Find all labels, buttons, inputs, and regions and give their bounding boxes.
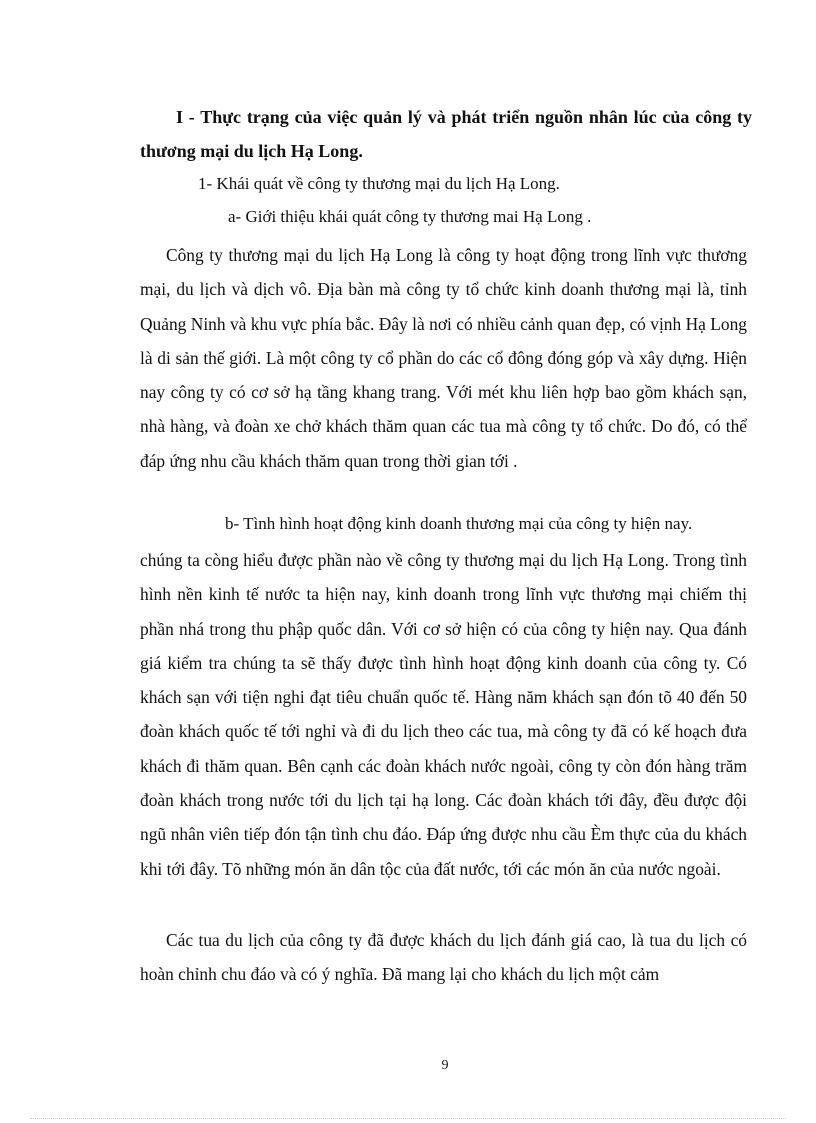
body-paragraph-1: Công ty thương mại du lịch Hạ Long là công ty hoạt động trong lĩnh vực thương mại, du lịch và dịch vô. Địa bàn mà công ty tổ chức kinh doanh thương mại là, tỉnh Quảng Ninh và khu vực phía bắc. Đây là nơi có nhiều cảnh quan đẹp, có vịnh Hạ Long là di sản thế giới. Là một công ty cổ phần do các cổ đông đóng góp và xây dựng. Hiện nay công ty có cơ sở hạ tầng khang trang. Với mét khu liên hợp bao gồm khách sạn, nhà hàng, và đoàn xe chở khách thăm quan các tua mà công ty tổ chức. Do đó, có thể đáp ứng nhu cầu khách thăm quan trong thời gian tới . [140,245,747,471]
subsection-title-1b: b- Tình hình hoạt động kinh doanh thương mại của công ty hiện nay. [225,514,693,533]
body-paragraph-2: chúng ta còng hiểu được phần nào về công ty thương mại du lịch Hạ Long. Trong tình hình nền kinh tế nước ta hiện nay, kinh doanh trong lĩnh vực thương mại chiếm thị phần nhá trong thu phập quốc dân. Với cơ sở hiện có của công ty hiện nay. Qua đánh giá kiểm tra chúng ta sẽ thấy được tình hình hoạt động kinh doanh của công ty. Có khách sạn với tiện nghi đạt tiêu chuẩn quốc tế. Hàng năm khách sạn đón tõ 40 đến 50 đoàn khách quốc tế tới nghỉ và đi du lịch theo các tua, mà công ty đã có kế hoạch đưa khách đi thăm quan. Bên cạnh các đoàn khách nước ngoài, công ty còn đón hàng trăm đoàn khách trong nước tới du lịch tại hạ long. Các đoàn khách tới đây, đều được đội ngũ nhân viên tiếp đón tận tình chu đáo. Đáp ứng được nhu cầu Èm thực của du khách khi tới đây. Tõ những món ăn dân tộc của đất nước, tới các món ăn của nước ngoài. [140,550,747,879]
page-number: 9 [441,1058,449,1073]
page-bottom-divider [30,1118,786,1119]
section-heading: I - Thực trạng của việc quản lý và phát triển nguồn nhân lúc của công ty thương mại du lịch Hạ Long. [140,107,752,161]
body-paragraph-3: Các tua du lịch của công ty đã được khách du lịch đánh giá cao, là tua du lịch có hoàn chỉnh chu đáo và có ý nghĩa. Đã mang lại cho khách du lịch một cảm [140,930,747,985]
subsection-title-1a: a- Giới thiệu khái quát công ty thương mai Hạ Long . [228,207,592,226]
subsection-title-1: 1- Khái quát về công ty thương mại du lịch Hạ Long. [198,174,560,193]
